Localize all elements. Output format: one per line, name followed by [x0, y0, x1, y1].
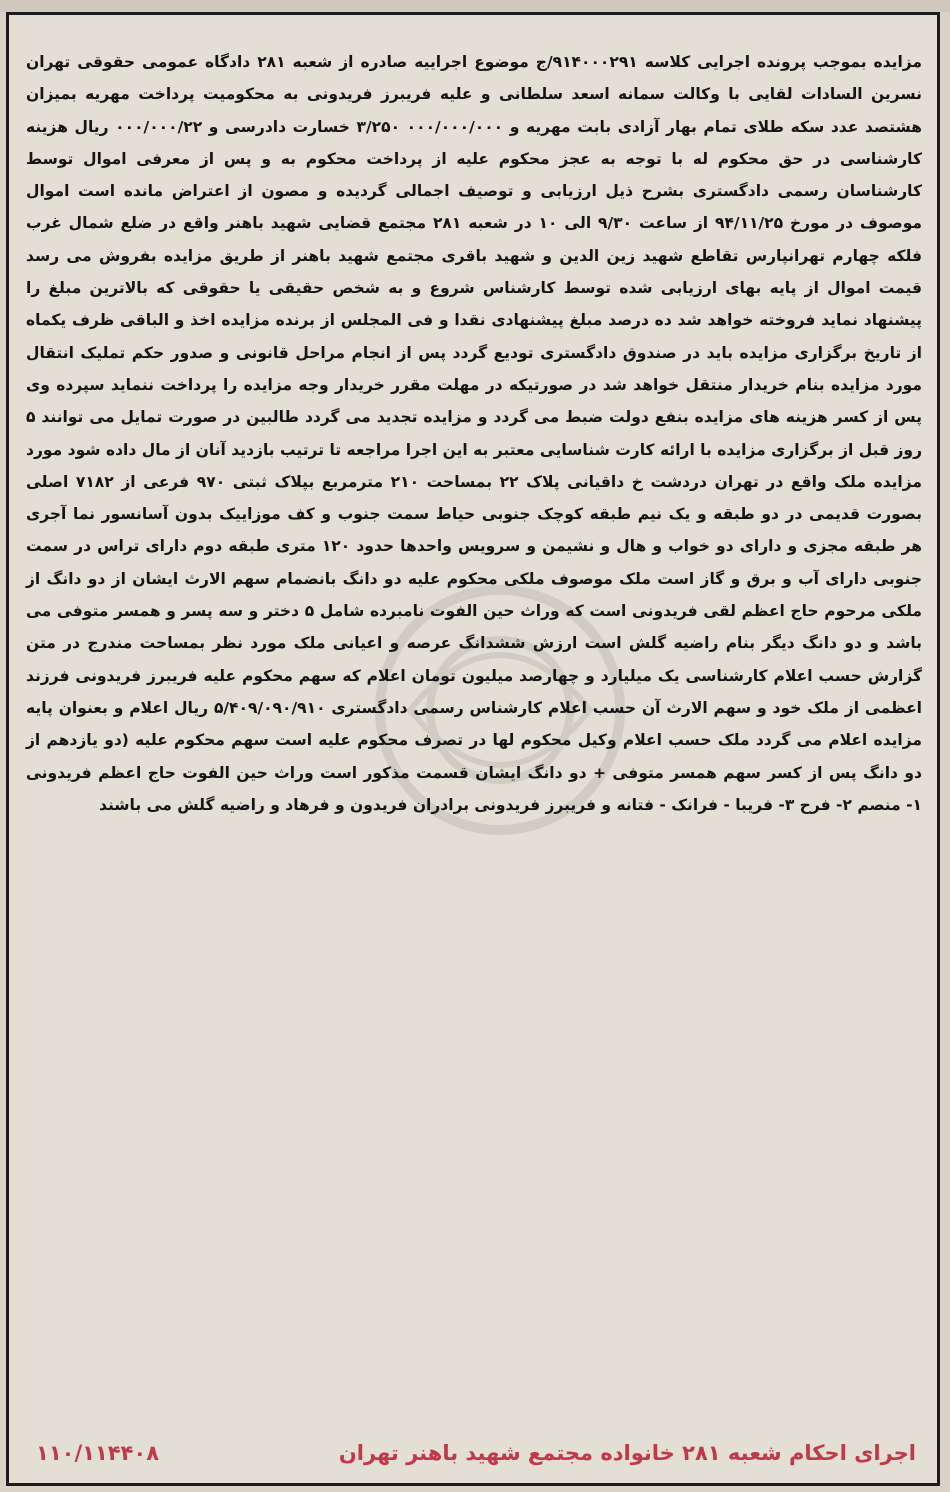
top-strip [0, 0, 950, 12]
footer-code: ۱۱۰/۱۱۴۴۰۸ [36, 1441, 160, 1465]
announcement-body: مزایده بموجب پرونده اجرایی کلاسه ۹۱۴۰۰۰۲۹۱/ج موضوع اجراییه صادره از شعبه ۲۸۱ دادگاه عمومی حقوقی تهران نسرین السادات لقایی با وکالت سمانه اسعد سلطانی و علیه فریبرز فریدونی به محکومیت پرداخت مهریه بمیزان هشتصد عدد سکه طلای تمام بهار آزادی بابت مهریه و ۰۰۰/۰۰۰/۰۰۰ ۳/۲۵۰ خسارت دادرسی و ۰۰۰/۰۰۰/۲۲ ریال هزینه کارشناسی در حق محکوم له با توجه به عجز محکوم علیه از پرداخت محکوم به و پس از معرفی اموال توسط کارشناسان رسمی دادگستری بشرح ذیل ارزیابی و توصیف اجمالی گردیده و مصون از اعتراض مانده است اموال موصوف در مورخ ۹۴/۱۱/۲۵ از ساعت ۹/۳۰ الی ۱۰ در شعبه ۲۸۱ مجتمع قضایی شهید باهنر واقع در ضلع شمال غرب فلکه چهارم تهرانپارس تقاطع شهید زین الدین و شهید باقری مجتمع شهید باهنر از طریق مزایده بفروش می رسد قیمت اموال از پایه بهای ارزیابی شده توسط کارشناس شروع و به شخص حقیقی یا حقوقی که بالاترین مبلغ را پیشنهاد نماید فروخته خواهد شد ده درصد مبلغ پیشنهادی نقدا و فی المجلس از برنده مزایده اخذ و الباقی ظرف یکماه از تاریخ برگزاری مزایده باید در صندوق دادگستری تودیع گردد پس از انجام مراحل قانونی و صدور حکم تملیک انتقال مورد مزایده بنام خریدار منتقل خواهد شد در صورتیکه در مهلت مقرر خریدار وجه مزایده را پرداخت ننماید سپرده وی پس از کسر هزینه های مزایده بنفع دولت ضبط می گردد و مزایده تجدید می گردد طالبین در صورت تمایل می توانند ۵ روز قبل از برگزاری مزایده با ارائه کارت شناسایی معتبر به این اجرا مراجعه تا ترتیب بازدید آنان از مال داده شود مورد مزایده ملک واقع در تهران دردشت خ داقیانی پلاک ۲۲ بمساحت ۲۱۰ مترمربع بپلاک ثبتی ۹۷۰ فرعی از ۷۱۸۲ اصلی بصورت قدیمی در دو طبقه و یک نیم طبقه کوچک جنوبی حیاط سمت جنوب و کف موزاییک بدون آسانسور نما آجری هر طبقه مجزی و دارای دو خواب و هال و نشیمن و سرویس واحدها حدود ۱۲۰ متری طبقه دوم دارای تراس در سمت جنوبی دارای آب و برق و گاز است ملک موصوف ملکی محکوم علیه دو دانگ بانضمام سهم الارث ایشان از دو دانگ از ملکی مرحوم حاج اعظم لقی فریدونی است که وراث حین الفوت نامبرده شامل ۵ دختر و سه پسر و همسر متوفی می باشد و دو دانگ دیگر بنام راضیه گلش است ارزش ششدانگ عرصه و اعیانی ملک مورد نظر بمساحت مندرج در متن گزارش حسب اعلام کارشناسی یک میلیارد و چهارصد میلیون تومان اعلام که سهم محکوم علیه فریبرز فریدونی فرزند اعظمی از ملک خود و سهم الارث آن حسب اعلام کارشناس رسمی دادگستری ۵/۴۰۹/۰۹۰/۹۱۰ ریال اعلام و بعنوان پایه مزایده اعلام می گردد ملک حسب اعلام وکیل محکوم لها در تصرف محکوم علیه است سهم محکوم علیه (دو یازدهم از دو دانگ پس از کسر سهم همسر متوفی + دو دانگ ایشان قسمت مذکور است وراث حین الفوت حاج اعظم فریدونی ۱- منصم ۲- فرح ۳- فریبا - فرانک - فتانه و فریبرز فریدونی برادران فریدون و فرهاد و راضیه گلش می باشند [26, 53, 923, 814]
announcement-footer [36, 1436, 916, 1470]
footer-title: اجرای احکام شعبه ۲۸۱ خانواده مجتمع شهید باهنر تهران [338, 1441, 916, 1465]
